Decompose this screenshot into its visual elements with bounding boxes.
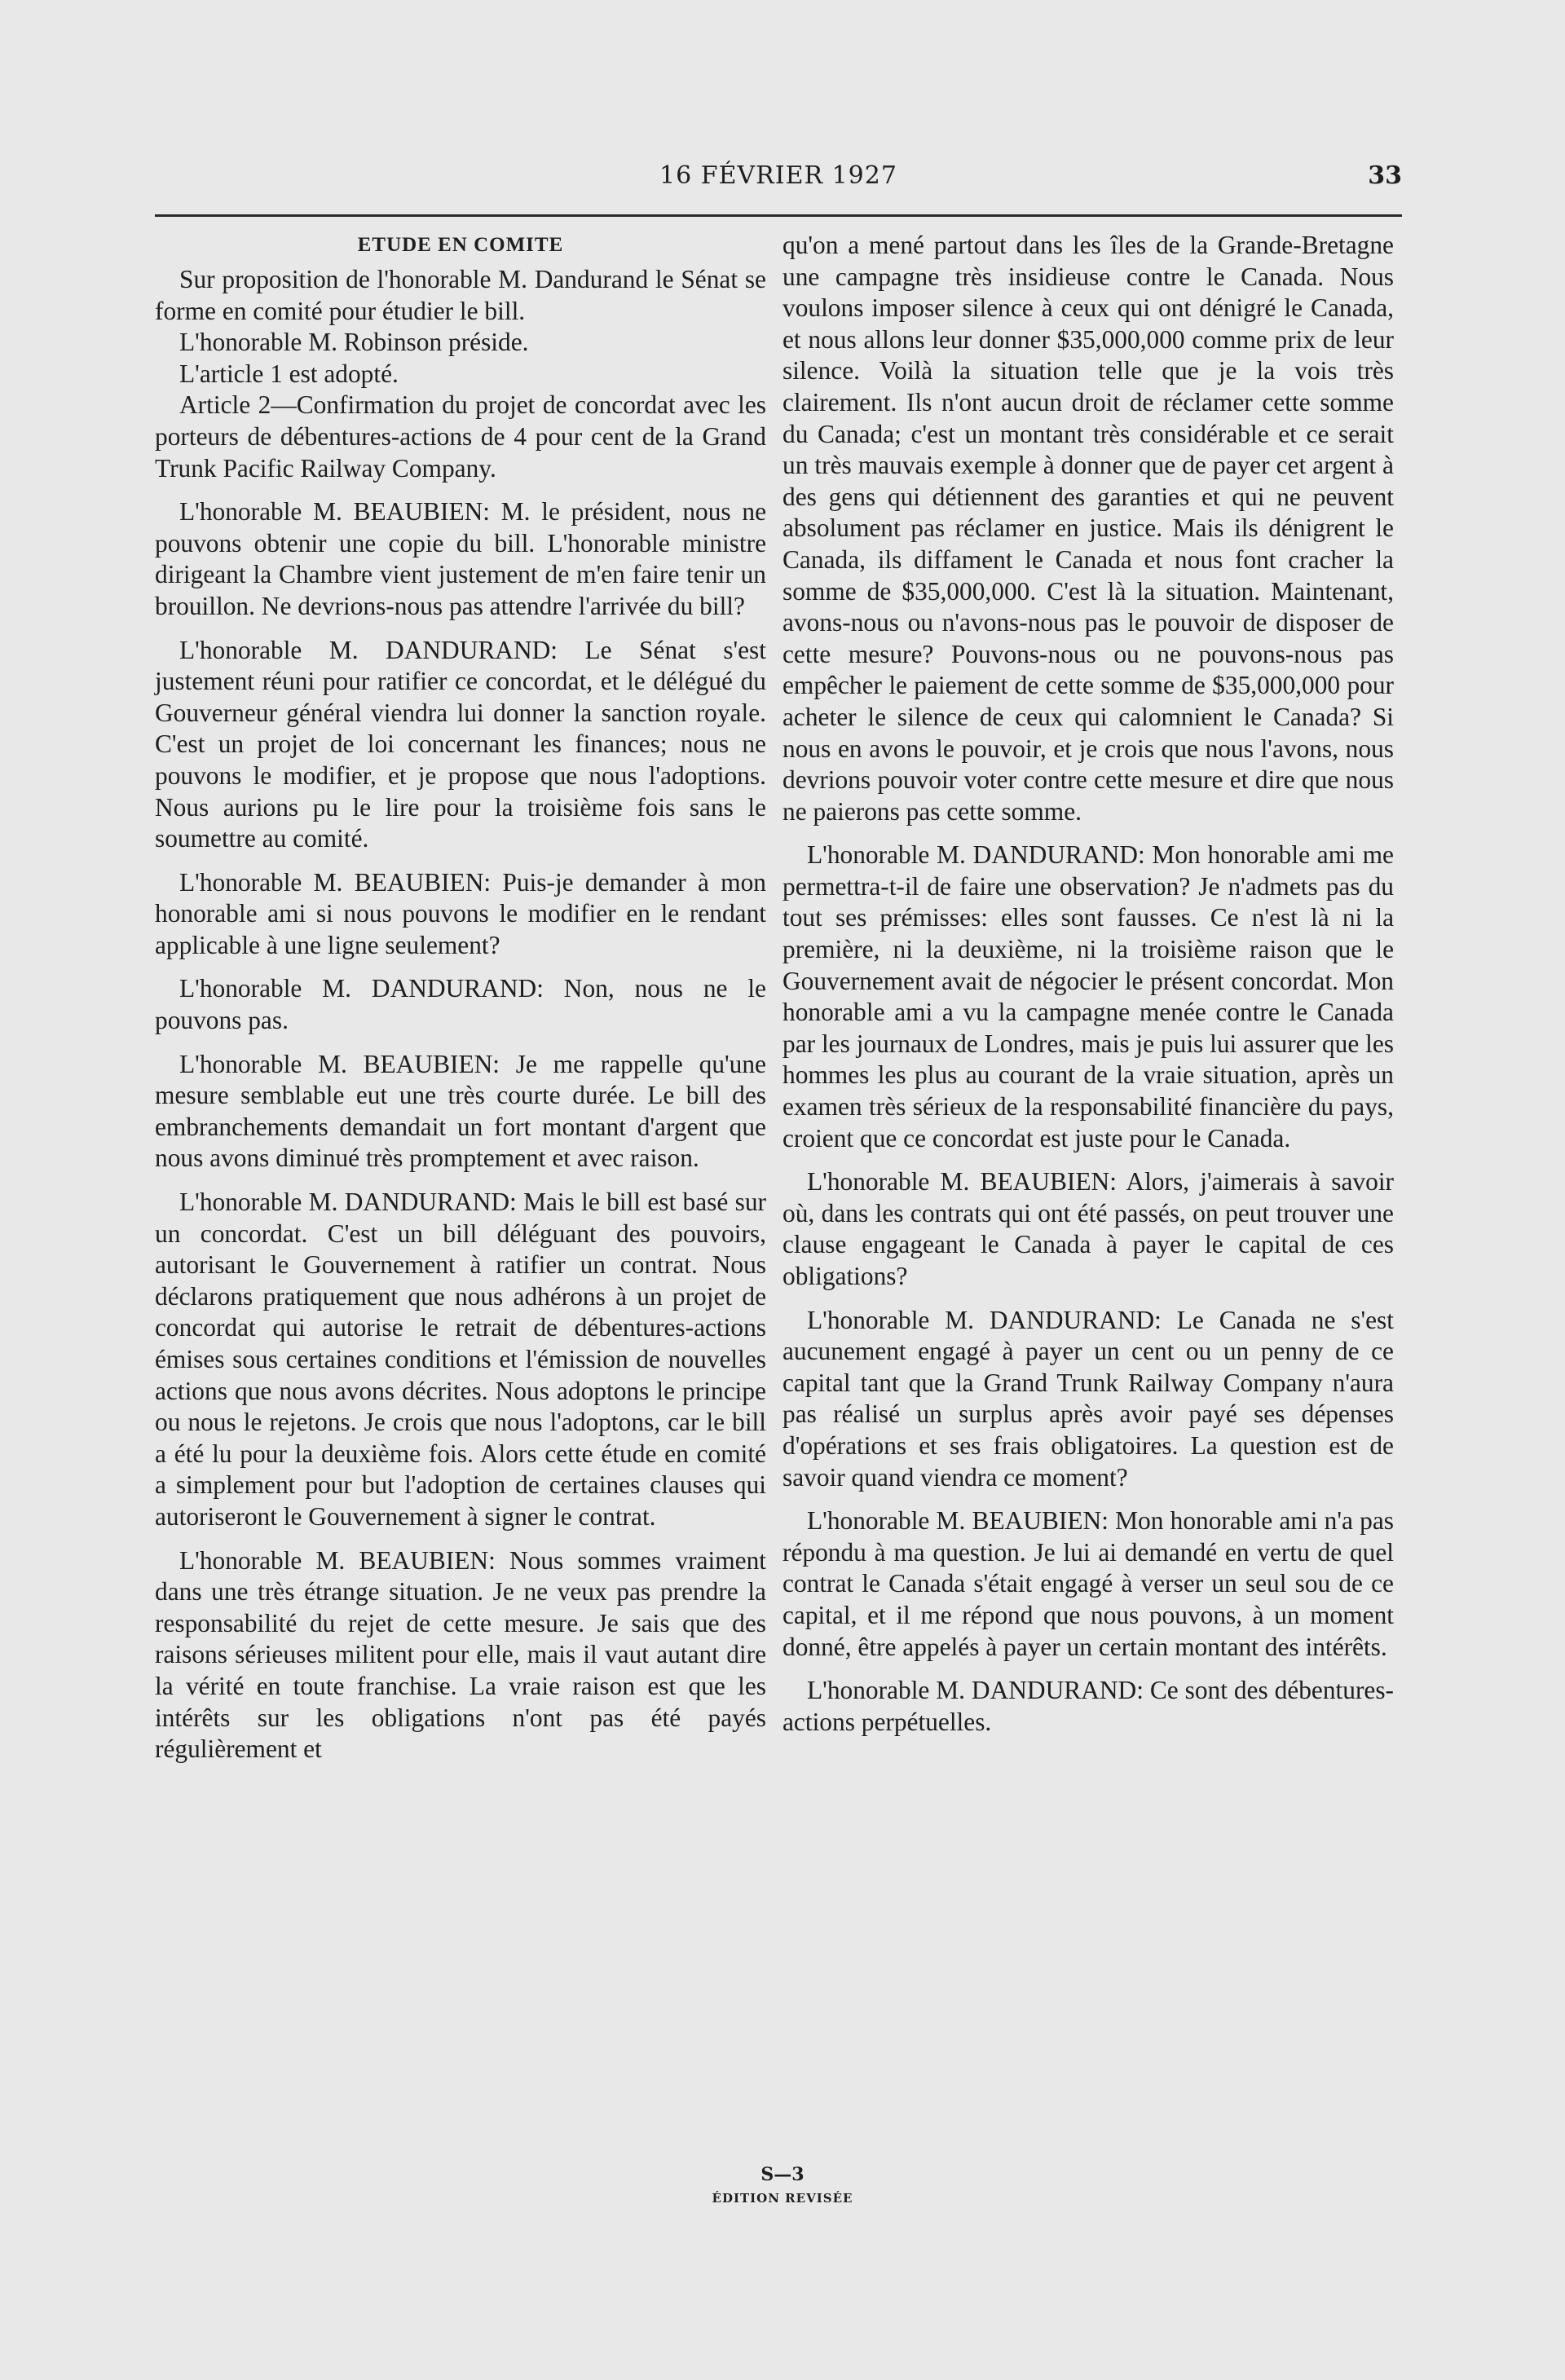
paragraph: L'honorable M. BEAUBIEN: Mon honorable ami n'a pas répondu à ma question. Je lui ai demandé en vertu de quel contrat le Canada s'était engagé à verser un seul sou de ce capital, et il me répond que nous pouvons, à un moment donné, être appelés à payer un certain montant des intérêts. [782, 1506, 1394, 1661]
paragraph: L'honorable M. DANDURAND: Le Canada ne s'est aucunement engagé à payer un cent ou un penny de ce capital tant que la Grand Trunk Railway Company n'aura pas réalisé un surplus après avoir payé ses dépenses d'opérations et ses frais obligatoires. La question est de savoir quand viendra ce moment? [782, 1305, 1394, 1492]
running-head [155, 161, 1402, 197]
edition-label: ÉDITION REVISÉE [712, 2191, 853, 2206]
paragraph: L'honorable M. DANDURAND: Le Sénat s'est justement réuni pour ratifier ce concordat, et le délégué du Gouverneur général viendra lui donner la sanction royale. C'est un projet de loi concernant les finances; nous ne pouvons le modifier, et je propose que nous l'adoptions. Nous aurions pu le lire pour la troisième fois sans le soumettre au comité. [155, 635, 766, 853]
paragraph: L'honorable M. DANDURAND: Non, nous ne le pouvons pas. [155, 974, 766, 1035]
paragraph: L'honorable M. BEAUBIEN: Puis-je demander à mon honorable ami si nous pouvons le modifier en le rendant applicable à une ligne seulement? [155, 867, 766, 959]
paragraph: L'honorable M. BEAUBIEN: Je me rappelle qu'une mesure semblable eut une très courte durée. Le bill des embranchements demandait un fort montant d'argent que nous avons diminué très promptement et avec raison. [155, 1049, 766, 1173]
paragraph: Sur proposition de l'honorable M. Dandurand le Sénat se forme en comité pour étudier le bill. [155, 265, 766, 325]
paragraph: qu'on a mené partout dans les îles de la Grande-Bretagne une campagne très insidieuse contre le Canada. Nous voulons imposer silence à ceux qui ont dénigré le Canada, et nous allons leur donner $35,000,000 comme prix de leur silence. Voilà la situation telle que je la vois très clairement. Ils n'ont aucun droit de réclamer cette somme du Canada; c'est un montant très considérable et ce serait un très mauvais exemple à donner que de payer cet argent à des gens qui détiennent des garanties et qui ne peuvent absolument pas réclamer en justice. Mais ils dénigrent le Canada, ils diffament le Canada et nous font cracher la somme de $35,000,000. C'est là la situation. Maintenant, avons-nous ou n'avons-nous pas le pouvoir de disposer de cette mesure? Pouvons-nous ou ne pouvons-nous pas empêcher le paiement de cette somme de $35,000,000 pour acheter le silence de ceux qui calomnient le Canada? Si nous en avons le pouvoir, et je crois que nous l'avons, nous devrions pouvoir voter contre cette mesure et dire que nous ne paierons pas cette somme. [782, 231, 1394, 826]
paragraph: L'honorable M. BEAUBIEN: M. le président, nous ne pouvons obtenir une copie du bill. L'honorable ministre dirigeant la Chambre vient justement de m'en faire tenir un brouillon. Ne devrions-nous pas attendre l'arrivée du bill? [155, 497, 766, 620]
signature-mark: S—3 [760, 2164, 805, 2185]
paragraph: L'article 1 est adopté. [179, 359, 399, 388]
paragraph: L'honorable M. DANDURAND: Mais le bill est basé sur un concordat. C'est un bill déléguant des pouvoirs, autorisant le Gouvernement à ratifier un contrat. Nous déclarons pratiquement que nous adhérons à un projet de concordat qui autorise le retrait de débentures-actions émises sous certaines conditions et l'émission de nouvelles actions que nous avons décrites. Nous adoptons le principe ou nous le rejetons. Je crois que nous l'adoptons, car le bill a été lu pour la deuxième fois. Alors cette étude en comité a simplement pour but l'adoption de certaines clauses qui autoriseront le Gouvernement à signer le contrat. [155, 1188, 766, 1531]
header-date: 16 FÉVRIER 1927 [659, 161, 897, 190]
paragraph: L'honorable M. DANDURAND: Mon honorable ami me permettra-t-il de faire une observation? Je n'admets pas du tout ses prémisses: elles sont fausses. Ce n'est là ni la première, ni la deuxième, ni la troisième raison que le Gouvernement avait de négocier le présent concordat. Mon honorable ami a vu la campagne menée contre le Canada par les journaux de Londres, mais je puis lui assurer que les hommes les plus au courant de la vraie situation, après un examen très sérieux de la responsabilité financière du pays, croient que ce concordat est juste pour le Canada. [782, 840, 1394, 1153]
left-column [155, 230, 766, 1778]
paragraph: L'honorable M. BEAUBIEN: Alors, j'aimerais à savoir où, dans les contrats qui ont été passés, on peut trouver une clause engageant le Canada à payer le capital de ces obligations? [782, 1167, 1394, 1290]
paragraph: L'honorable M. DANDURAND: Ce sont des débentures-actions perpétuelles. [782, 1676, 1394, 1736]
right-column [782, 230, 1394, 1750]
page-number: 33 [1368, 161, 1402, 190]
header-rule [155, 214, 1402, 217]
paragraph: L'honorable M. BEAUBIEN: Nous sommes vraiment dans une très étrange situation. Je ne veux pas prendre la responsabilité du rejet de cette mesure. Je sais que des raisons sérieuses militent pour elle, mais il vaut autant dire la vérité en toute franchise. La vraie raison est que les intérêts sur les obligations n'ont pas été payés régulièrement et [155, 1545, 766, 1764]
paragraph: Article 2—Confirmation du projet de concordat avec les porteurs de débentures-actions de 4 pour cent de la Grand Trunk Pacific Railway Company. [155, 390, 766, 483]
section-title: ETUDE EN COMITE [357, 234, 564, 256]
paragraph: L'honorable M. Robinson préside. [179, 328, 529, 357]
